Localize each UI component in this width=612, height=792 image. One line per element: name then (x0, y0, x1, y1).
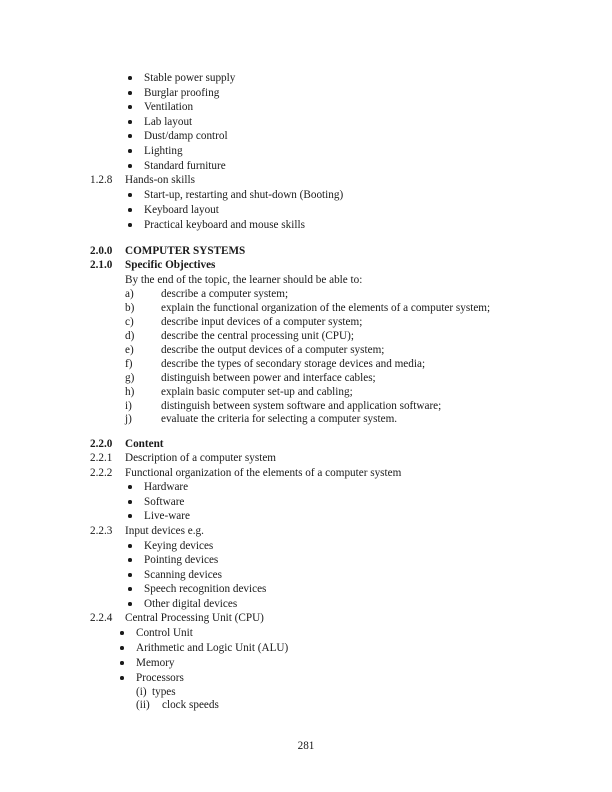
objective-text: describe a computer system; (161, 288, 289, 300)
bullet-icon (128, 105, 132, 109)
bullet-icon (128, 208, 132, 212)
bullet-icon (128, 587, 132, 591)
bullet-icon (128, 193, 132, 197)
objectives-intro: By the end of the topic, the learner should be able to: (125, 274, 363, 286)
objective-text: explain the functional organization of the elements of a computer system; (161, 302, 491, 314)
bullet-icon (128, 514, 132, 518)
objective-letter: a) (125, 288, 134, 300)
section-number: 1.2.8 (90, 174, 113, 186)
bullet-icon (128, 149, 132, 153)
section-title: Hands-on skills (125, 174, 195, 186)
section-title: Content (125, 438, 164, 450)
section-title: Specific Objectives (125, 259, 216, 271)
bullet-icon (128, 134, 132, 138)
section-number: 2.0.0 (90, 245, 113, 257)
section-title: Functional organization of the elements of a computer system (125, 467, 402, 479)
bullet-icon (120, 676, 124, 680)
bullet-icon (120, 646, 124, 650)
objective-letter: g) (125, 372, 135, 384)
section-number: 2.2.2 (90, 467, 113, 479)
objective-text: describe the central processing unit (CPU); (161, 330, 354, 342)
bullet-icon (128, 573, 132, 577)
objective-letter: h) (125, 386, 135, 398)
objective-text: describe the output devices of a computer system; (161, 344, 385, 356)
section-title: Central Processing Unit (CPU) (125, 612, 264, 624)
objective-text: describe the types of secondary storage devices and media; (161, 358, 426, 370)
objective-text: distinguish between system software and application software; (161, 400, 442, 412)
objective-letter: d) (125, 330, 135, 342)
sub-item-text: clock speeds (162, 699, 219, 711)
sub-item-label: (i) (136, 686, 147, 698)
bullet-icon (128, 602, 132, 606)
section-number: 2.2.4 (90, 612, 113, 624)
section-number: 2.2.1 (90, 452, 113, 464)
objective-text: distinguish between power and interface cables; (161, 372, 376, 384)
bullet-icon (120, 631, 124, 635)
objective-letter: i) (125, 400, 132, 412)
bullet-icon (128, 120, 132, 124)
bullet-icon (128, 500, 132, 504)
objective-letter: j) (125, 413, 132, 425)
bullet-icon (128, 223, 132, 227)
section-title: Description of a computer system (125, 452, 276, 464)
section-number: 2.2.3 (90, 525, 113, 537)
bullet-icon (128, 164, 132, 168)
bullet-icon (128, 91, 132, 95)
bullet-icon (128, 544, 132, 548)
objective-text: evaluate the criteria for selecting a computer system. (161, 413, 398, 425)
objective-letter: e) (125, 344, 134, 356)
bullet-icon (128, 485, 132, 489)
bullet-icon (128, 76, 132, 80)
chapter-title: COMPUTER SYSTEMS (125, 245, 246, 257)
page-number: 281 (297, 740, 315, 752)
objective-text: describe input devices of a computer system; (161, 316, 363, 328)
objective-letter: b) (125, 302, 135, 314)
bullet-icon (128, 558, 132, 562)
objective-letter: c) (125, 316, 134, 328)
sub-item-label: (ii) (136, 699, 150, 711)
section-title: Input devices e.g. (125, 525, 204, 537)
bullet-icon (120, 661, 124, 665)
section-number: 2.1.0 (90, 259, 113, 271)
section-number: 2.2.0 (90, 438, 113, 450)
objective-text: explain basic computer set-up and cabling; (161, 386, 353, 398)
objective-letter: f) (125, 358, 133, 370)
sub-item-text: types (152, 686, 176, 698)
